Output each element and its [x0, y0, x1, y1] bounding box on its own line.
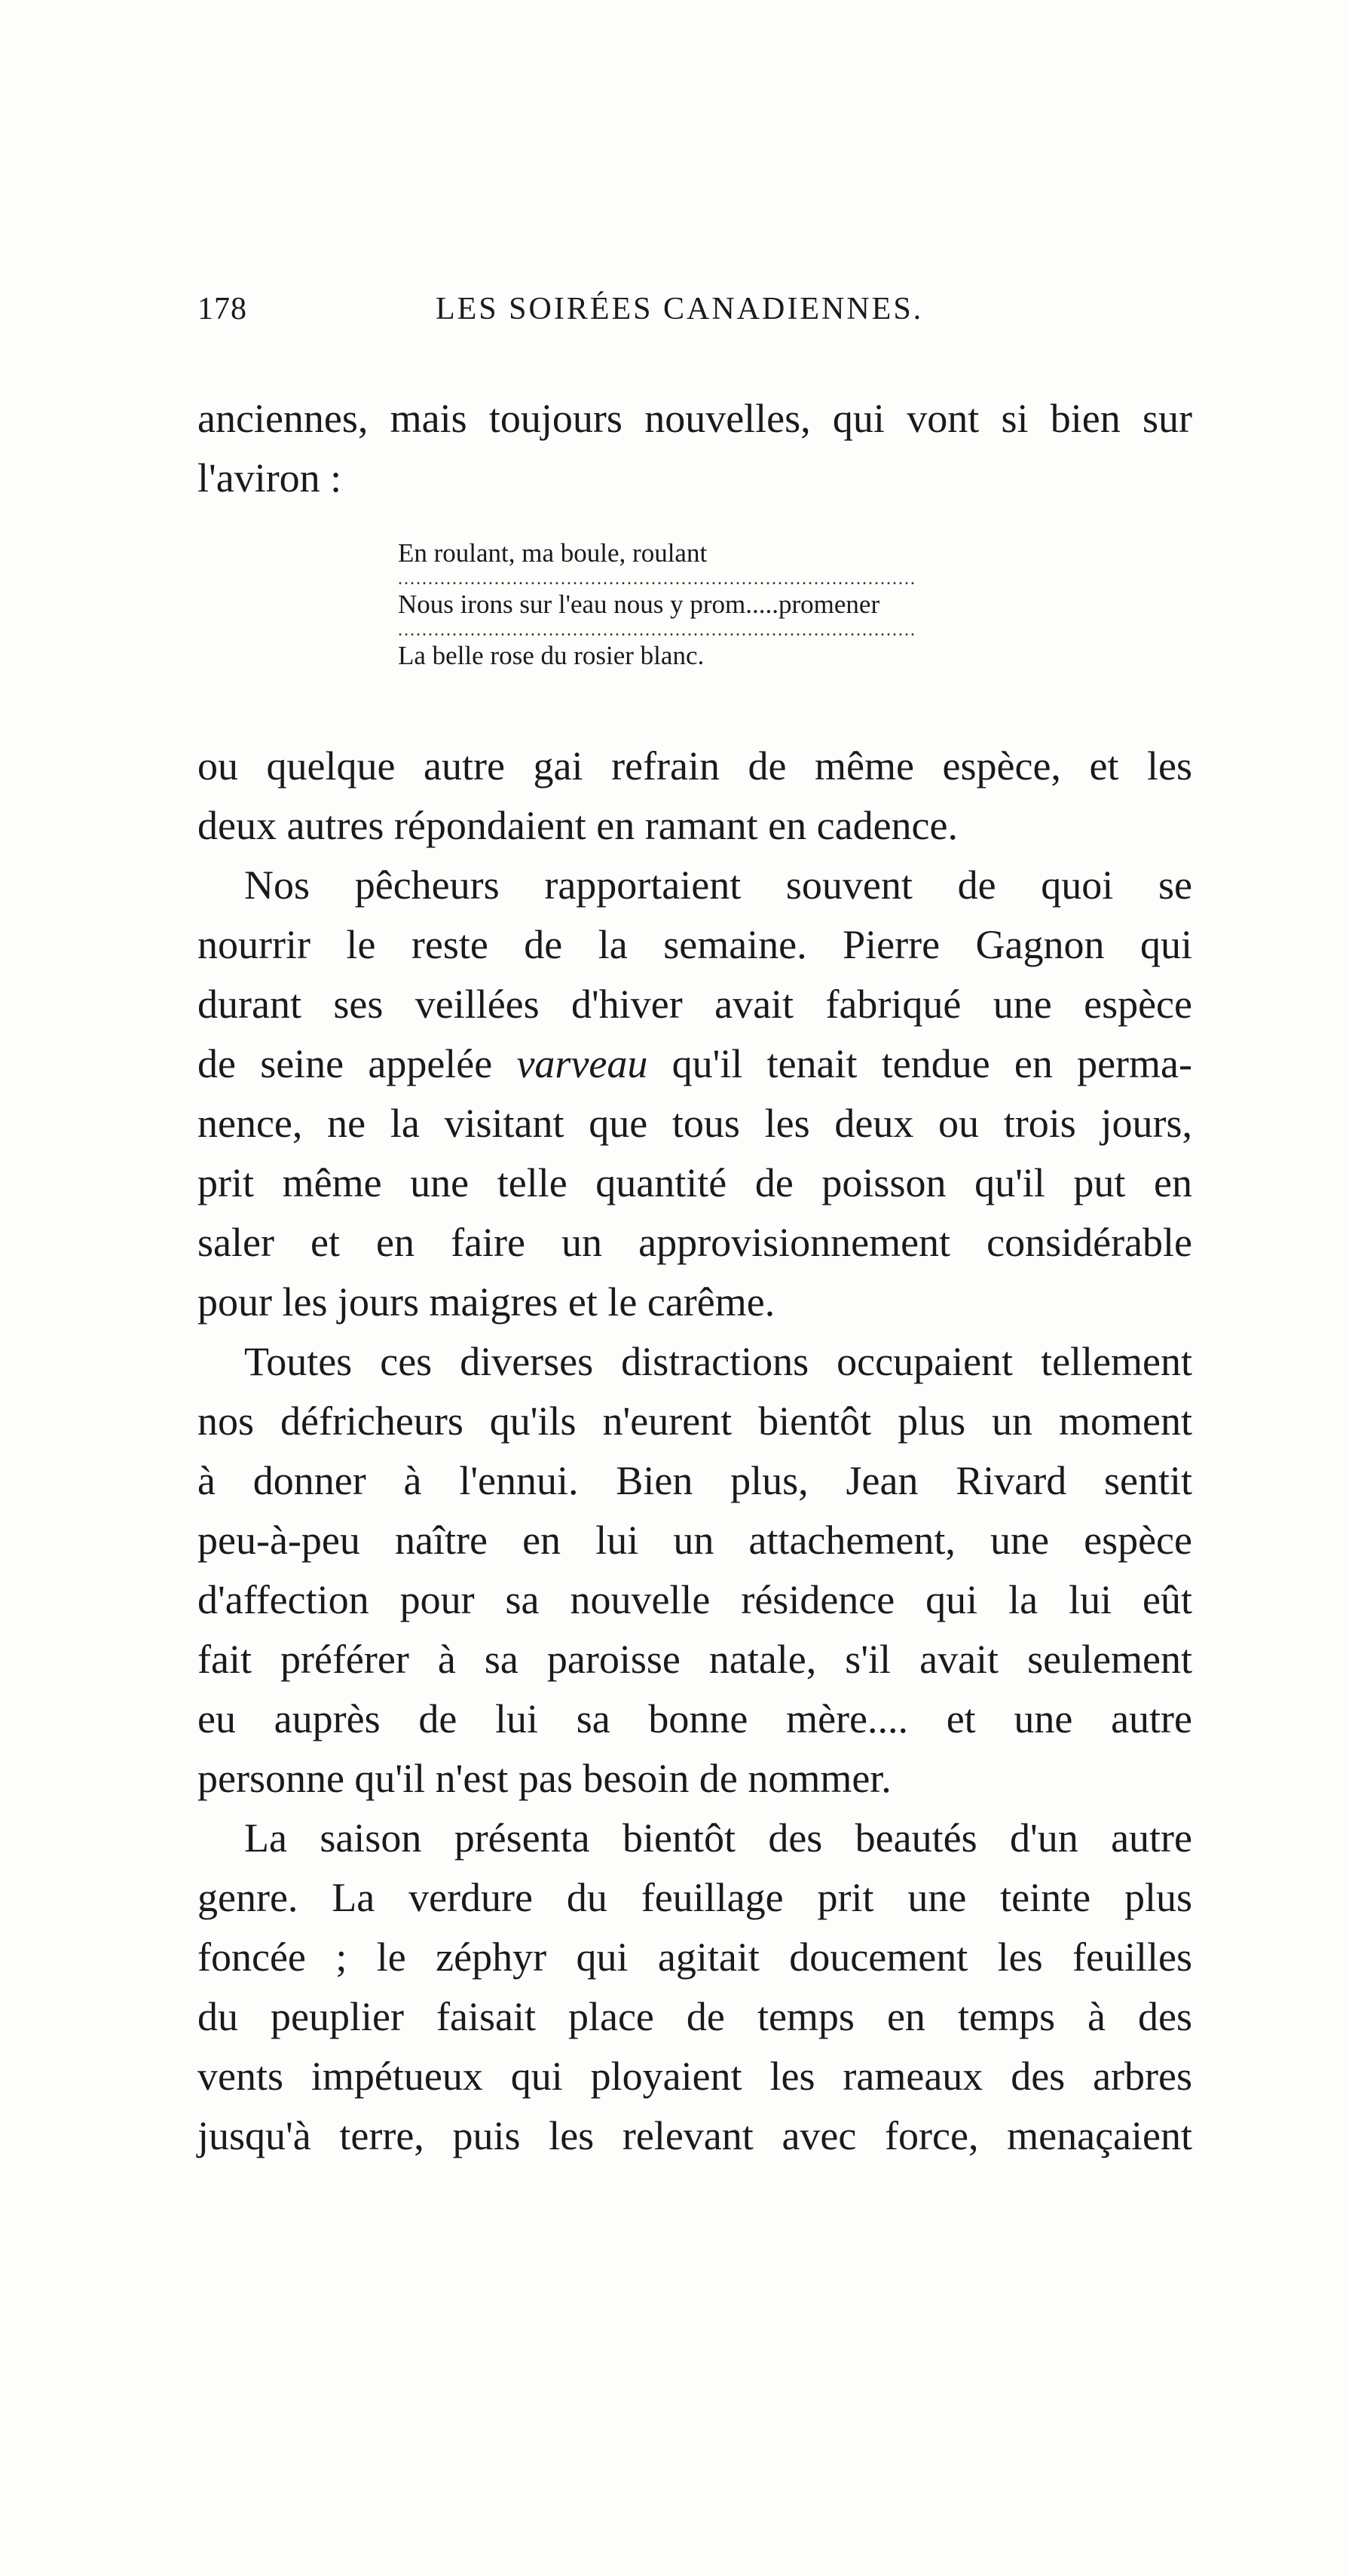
song-verse	[398, 537, 1121, 672]
running-head	[197, 291, 1192, 336]
text-line: saler et en faire un approvisionnement considérable	[197, 1220, 1192, 1265]
text-line: peu-à-peu naître en lui un attachement, une espèce	[197, 1518, 1192, 1563]
text-line: vents impétueux qui ployaient les rameaux des arbres	[197, 2054, 1192, 2099]
text-line: eu auprès de lui sa bonne mère.... et une autre	[197, 1696, 1192, 1741]
text-line: fait préférer à sa paroisse natale, s'il avait seulement	[197, 1637, 1192, 1682]
text-line: du peuplier faisait place de temps en temps à des	[197, 1994, 1192, 2039]
text-line: durant ses veillées d'hiver avait fabriqué une espèce	[197, 982, 1192, 1027]
ellipsis-divider: ......................................................................................	[398, 570, 916, 588]
text-line: anciennes, mais toujours nouvelles, qui vont si bien sur	[197, 396, 1192, 441]
text-line: La saison présenta bientôt des beautés d'un autre	[244, 1815, 1192, 1861]
text-line: nence, ne la visitant que tous les deux ou trois jours,	[197, 1101, 1192, 1146]
text-line: foncée ; le zéphyr qui agitait doucement les feuilles	[197, 1934, 1192, 1980]
text-line: ou quelque autre gai refrain de même espèce, et les	[197, 743, 1192, 789]
text-line: Toutes ces diverses distractions occupaient tellement	[244, 1339, 1192, 1384]
text-line: à donner à l'ennui. Bien plus, Jean Rivard sentit	[197, 1458, 1192, 1503]
text-line: personne qu'il n'est pas besoin de nommer.	[197, 1756, 892, 1801]
page-number: 178	[197, 292, 247, 326]
text-line: l'aviron :	[197, 455, 342, 501]
text-line: pour les jours maigres et le carême.	[197, 1279, 775, 1325]
text-line: genre. La verdure du feuillage prit une teinte plus	[197, 1875, 1192, 1920]
text-line: de seine appelée varveau qu'il tenait tendue en perma-	[197, 1041, 1192, 1086]
running-title: LES SOIRÉES CANADIENNES.	[436, 292, 924, 326]
text-line: nos défricheurs qu'ils n'eurent bientôt plus un moment	[197, 1398, 1192, 1444]
text-line: Nos pêcheurs rapportaient souvent de quoi se	[244, 862, 1192, 908]
opening-paragraph	[197, 389, 1192, 508]
text-line: deux autres répondaient en ramant en cadence.	[197, 803, 958, 848]
main-body-text	[197, 737, 1192, 2166]
text-line: nourrir le reste de la semaine. Pierre Gagnon qui	[197, 922, 1192, 967]
ellipsis-divider: ......................................................................................	[398, 621, 916, 639]
text-line: d'affection pour sa nouvelle résidence qui la lui eût	[197, 1577, 1192, 1622]
text-line: prit même une telle quantité de poisson qu'il put en	[197, 1160, 1192, 1205]
verse-line: Nous irons sur l'eau nous y prom.....promener	[398, 590, 880, 619]
verse-line: La belle rose du rosier blanc.	[398, 641, 705, 670]
text-line: jusqu'à terre, puis les relevant avec force, menaçaient	[197, 2113, 1192, 2158]
verse-line: En roulant, ma boule, roulant	[398, 538, 708, 568]
